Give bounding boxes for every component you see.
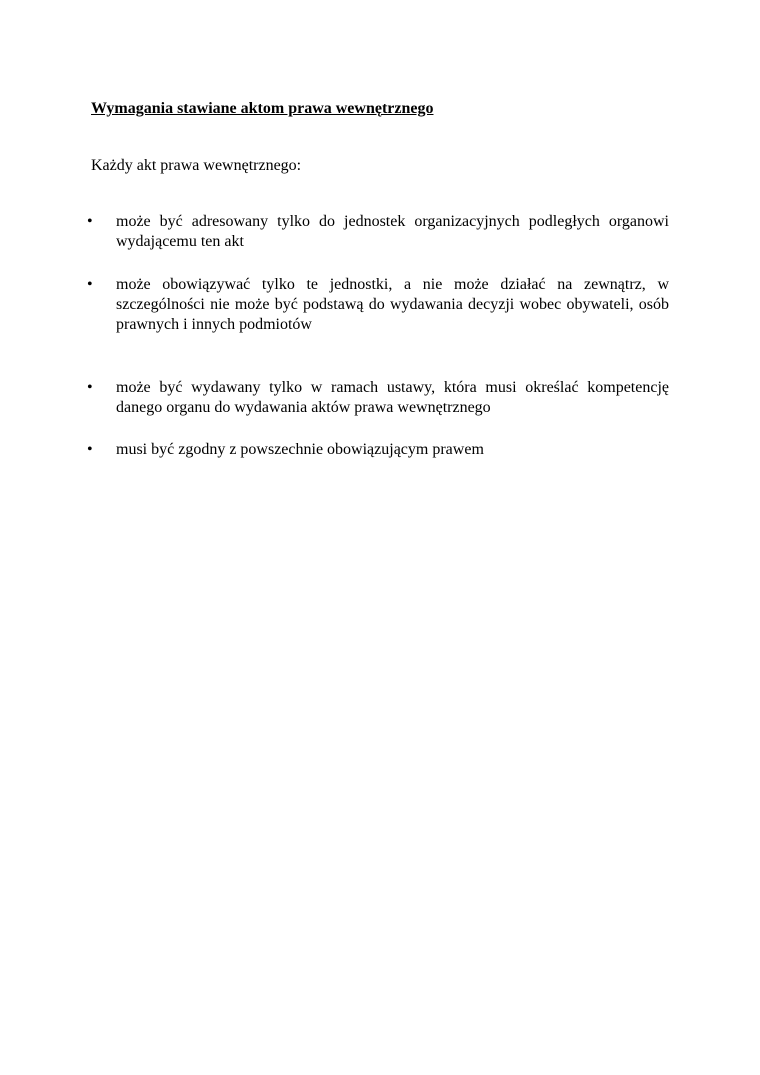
- list-item-text: może obowiązywać tylko te jednostki, a nie może działać na zewnątrz, w szczególności nie może być podstawą do wydawania decyzji wobec obywateli, osób prawnych i innych podmiotów: [116, 276, 669, 333]
- bullet-icon: •: [87, 276, 93, 293]
- intro-text: Każdy akt prawa wewnętrznego:: [91, 157, 302, 174]
- list-item-text: może być wydawany tylko w ramach ustawy, która musi określać kompetencję danego organu do wydawania aktów prawa wewnętrznego: [116, 379, 669, 416]
- bullet-icon: •: [87, 213, 93, 230]
- bullet-icon: •: [87, 441, 93, 458]
- list-item-text: może być adresowany tylko do jednostek organizacyjnych podległych organowi wydającemu ten akt: [116, 213, 669, 250]
- document-title: Wymagania stawiane aktom prawa wewnętrznego: [91, 100, 434, 117]
- list-item: [87, 378, 669, 418]
- list-item: [87, 275, 669, 335]
- list-item: [87, 440, 669, 460]
- list-item: [87, 212, 669, 252]
- list-item-text: musi być zgodny z powszechnie obowiązującym prawem: [116, 441, 484, 458]
- bullet-icon: •: [87, 379, 93, 396]
